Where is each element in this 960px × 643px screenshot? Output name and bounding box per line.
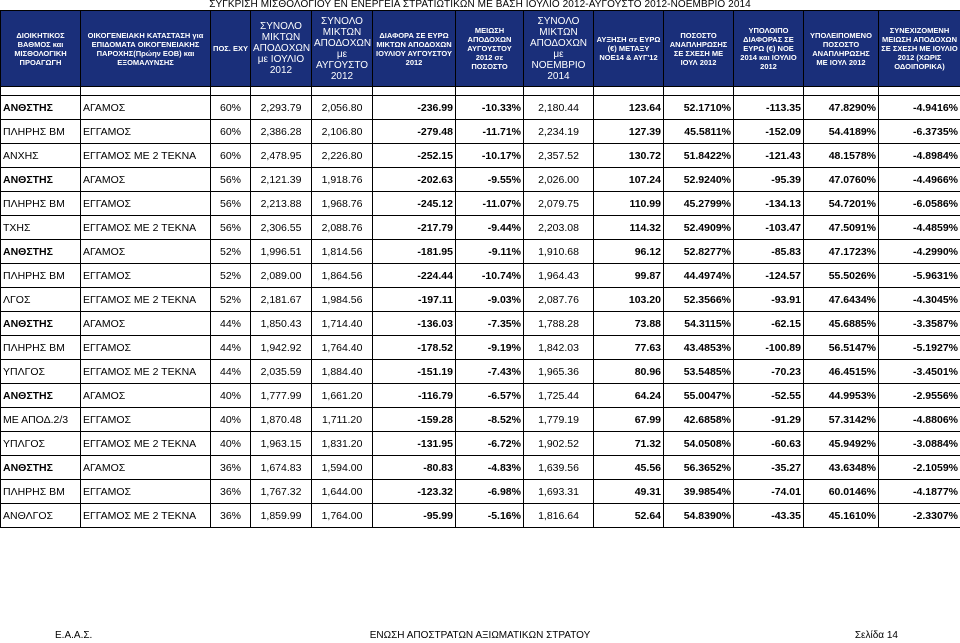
table-cell: -60.63	[734, 432, 804, 456]
table-cell: 2,089.00	[251, 264, 312, 288]
table-cell: 2,056.80	[312, 96, 373, 120]
table-cell: -9.55%	[456, 168, 524, 192]
table-cell: 73.88	[594, 312, 664, 336]
table-cell: 123.64	[594, 96, 664, 120]
table-cell: ΑΝΘΣΤΗΣ	[1, 168, 81, 192]
table-cell: 47.1723%	[804, 240, 879, 264]
table-cell: 2,026.00	[524, 168, 594, 192]
table-cell: 1,816.64	[524, 504, 594, 528]
table-cell: 130.72	[594, 144, 664, 168]
table-cell: 1,693.31	[524, 480, 594, 504]
column-header: ΠΟΣΟΣΤΟ ΑΝΑΠΛΗΡΩΣΗΣ ΣΕ ΣΧΕΣΗ ΜΕ ΙΟΥΛ 2012	[664, 11, 734, 87]
table-cell: ΕΓΓΑΜΟΣ	[81, 120, 211, 144]
table-cell: ΑΓΑΜΟΣ	[81, 312, 211, 336]
table-cell: -100.89	[734, 336, 804, 360]
table-body	[1, 87, 960, 528]
table-cell: -95.39	[734, 168, 804, 192]
table-cell: -4.2990%	[879, 240, 960, 264]
table-cell: 1,814.56	[312, 240, 373, 264]
table-cell: ΑΝΘΛΓΟΣ	[1, 504, 81, 528]
table-cell: -245.12	[373, 192, 456, 216]
table-row	[1, 336, 960, 360]
table-cell: 1,965.36	[524, 360, 594, 384]
table-cell: ΤΧΗΣ	[1, 216, 81, 240]
table-cell: 1,764.40	[312, 336, 373, 360]
table-row	[1, 192, 960, 216]
table-cell: 57.3142%	[804, 408, 879, 432]
table-cell: 42.6858%	[664, 408, 734, 432]
table-cell: 60.0146%	[804, 480, 879, 504]
table-cell: 48.1578%	[804, 144, 879, 168]
table-cell: -202.63	[373, 168, 456, 192]
table-cell: ΕΓΓΑΜΟΣ	[81, 264, 211, 288]
table-cell: -95.99	[373, 504, 456, 528]
table-cell: 40%	[211, 408, 251, 432]
table-cell: 52.9240%	[664, 168, 734, 192]
table-cell: 36%	[211, 480, 251, 504]
table-cell: -124.57	[734, 264, 804, 288]
table-cell: 54.4189%	[804, 120, 879, 144]
table-cell: -7.35%	[456, 312, 524, 336]
table-cell: 47.5091%	[804, 216, 879, 240]
table-cell: -6.0586%	[879, 192, 960, 216]
table-cell: ΛΓΟΣ	[1, 288, 81, 312]
table-cell: 54.0508%	[664, 432, 734, 456]
table-cell: 1,674.83	[251, 456, 312, 480]
table-cell: -5.16%	[456, 504, 524, 528]
table-cell: 99.87	[594, 264, 664, 288]
table-cell: ΑΝΧΗΣ	[1, 144, 81, 168]
table-cell: -181.95	[373, 240, 456, 264]
table-cell: 2,234.19	[524, 120, 594, 144]
table-cell: 1,968.76	[312, 192, 373, 216]
table-cell: -7.43%	[456, 360, 524, 384]
table-cell: -121.43	[734, 144, 804, 168]
table-cell: 54.7201%	[804, 192, 879, 216]
table-cell: 114.32	[594, 216, 664, 240]
table-cell: 60%	[211, 96, 251, 120]
table-cell: -91.29	[734, 408, 804, 432]
header-spacer-row	[1, 87, 960, 96]
table-cell: ΕΓΓΑΜΟΣ	[81, 408, 211, 432]
table-cell: 107.24	[594, 168, 664, 192]
table-row	[1, 120, 960, 144]
table-cell: 43.4853%	[664, 336, 734, 360]
table-cell: ΠΛΗΡΗΣ ΒΜ	[1, 264, 81, 288]
table-cell: 36%	[211, 456, 251, 480]
table-cell: ΑΝΘΣΤΗΣ	[1, 240, 81, 264]
table-cell: 39.9854%	[664, 480, 734, 504]
column-header: ΜΕΙΩΣΗ ΑΠΟΔΟΧΩΝ ΑΥΓΟΥΣΤΟΥ 2012 σε ΠΟΣΟΣΤΟ	[456, 11, 524, 87]
table-cell: 56.5147%	[804, 336, 879, 360]
table-cell: -4.9416%	[879, 96, 960, 120]
table-cell: ΥΠΛΓΟΣ	[1, 432, 81, 456]
table-cell: -3.4501%	[879, 360, 960, 384]
table-cell: -52.55	[734, 384, 804, 408]
column-header: ΑΥΞΗΣΗ σε ΕΥΡΩ (€) ΜΕΤΑΞΥ ΝΟΕ14 & ΑΥΓ'12	[594, 11, 664, 87]
table-cell: 52%	[211, 240, 251, 264]
table-cell: ΕΓΓΑΜΟΣ ΜΕ 2 ΤΕΚΝΑ	[81, 288, 211, 312]
table-cell: 2,180.44	[524, 96, 594, 120]
column-header: ΣΥΝΟΛΟ ΜΙΚΤΩΝ ΑΠΟΔΟΧΩΝ με ΙΟΥΛΙΟ 2012	[251, 11, 312, 87]
table-cell: 2,306.55	[251, 216, 312, 240]
table-cell: 52%	[211, 264, 251, 288]
table-cell: 1,859.99	[251, 504, 312, 528]
table-cell: -236.99	[373, 96, 456, 120]
table-cell: -6.98%	[456, 480, 524, 504]
table-cell: 67.99	[594, 408, 664, 432]
column-header: ΔΙΟΙΚΗΤΙΚΟΣ ΒΑΘΜΟΣ και ΜΙΣΘΟΛΟΓΙΚΗ ΠΡΟΑΓΩΓΗ	[1, 11, 81, 87]
table-cell: -151.19	[373, 360, 456, 384]
page-footer	[0, 630, 960, 643]
table-cell: 1,918.76	[312, 168, 373, 192]
table-row	[1, 432, 960, 456]
table-cell: -279.48	[373, 120, 456, 144]
table-row	[1, 480, 960, 504]
table-cell: 45.9492%	[804, 432, 879, 456]
footer-center: ΕΝΩΣΗ ΑΠΟΣΤΡΑΤΩΝ ΑΞΙΩΜΑΤΙΚΩΝ ΣΤΡΑΤΟΥ	[369, 630, 591, 641]
table-cell: -10.33%	[456, 96, 524, 120]
table-cell: 56%	[211, 192, 251, 216]
table-cell: 49.31	[594, 480, 664, 504]
table-cell: ΑΓΑΜΟΣ	[81, 384, 211, 408]
table-cell: 45.56	[594, 456, 664, 480]
table-cell: -6.72%	[456, 432, 524, 456]
table-cell: -2.1059%	[879, 456, 960, 480]
column-header: ΠΟΣ. ΕΧΥ	[211, 11, 251, 87]
table-cell: -197.11	[373, 288, 456, 312]
table-cell: ΑΝΘΣΤΗΣ	[1, 384, 81, 408]
table-cell: 53.5485%	[664, 360, 734, 384]
table-cell: ΑΝΘΣΤΗΣ	[1, 96, 81, 120]
table-cell: 52.3566%	[664, 288, 734, 312]
table-cell: -80.83	[373, 456, 456, 480]
table-cell: 64.24	[594, 384, 664, 408]
table-cell: -152.09	[734, 120, 804, 144]
table-cell: ΕΓΓΑΜΟΣ ΜΕ 2 ΤΕΚΝΑ	[81, 360, 211, 384]
table-row	[1, 264, 960, 288]
table-cell: 52.1710%	[664, 96, 734, 120]
table-cell: -10.74%	[456, 264, 524, 288]
table-row	[1, 312, 960, 336]
table-cell: ΕΓΓΑΜΟΣ ΜΕ 2 ΤΕΚΝΑ	[81, 504, 211, 528]
table-cell: -3.3587%	[879, 312, 960, 336]
table-cell: 96.12	[594, 240, 664, 264]
table-cell: ΕΓΓΑΜΟΣ	[81, 192, 211, 216]
table-cell: 56.3652%	[664, 456, 734, 480]
table-cell: 1,714.40	[312, 312, 373, 336]
table-cell: 45.1610%	[804, 504, 879, 528]
table-cell: -6.57%	[456, 384, 524, 408]
table-cell: 1,639.56	[524, 456, 594, 480]
table-cell: ΑΓΑΜΟΣ	[81, 168, 211, 192]
table-cell: 40%	[211, 384, 251, 408]
table-cell: 1,711.20	[312, 408, 373, 432]
table-cell: -178.52	[373, 336, 456, 360]
table-cell: 1,984.56	[312, 288, 373, 312]
table-cell: 40%	[211, 432, 251, 456]
table-cell: 1,831.20	[312, 432, 373, 456]
table-cell: ΑΝΘΣΤΗΣ	[1, 312, 81, 336]
table-cell: 44%	[211, 360, 251, 384]
table-cell: -136.03	[373, 312, 456, 336]
table-cell: -6.3735%	[879, 120, 960, 144]
salary-comparison-table	[0, 10, 960, 528]
footer-right: Σελίδα 14	[854, 630, 898, 641]
table-cell: -9.44%	[456, 216, 524, 240]
table-cell: 2,035.59	[251, 360, 312, 384]
table-cell: 1,767.32	[251, 480, 312, 504]
table-cell: -8.52%	[456, 408, 524, 432]
table-cell: -11.07%	[456, 192, 524, 216]
table-row	[1, 144, 960, 168]
column-header: ΥΠΟΛΟΙΠΟ ΔΙΑΦΟΡΑΣ ΣΕ ΕΥΡΩ (€) ΝΟΕ 2014 και ΙΟΥΛΙΟ 2012	[734, 11, 804, 87]
table-cell: 110.99	[594, 192, 664, 216]
table-cell: 2,213.88	[251, 192, 312, 216]
table-cell: 1,842.03	[524, 336, 594, 360]
table-cell: ΠΛΗΡΗΣ ΒΜ	[1, 480, 81, 504]
table-cell: 60%	[211, 120, 251, 144]
table-cell: 2,079.75	[524, 192, 594, 216]
table-cell: 52%	[211, 288, 251, 312]
table-header	[1, 11, 960, 87]
column-header: ΔΙΑΦΟΡΑ ΣΕ ΕΥΡΩ ΜΙΚΤΩΝ ΑΠΟΔΟΧΩΝ ΙΟΥΛΙΟΥ ΑΥΓΟΥΣΤΟΥ 2012	[373, 11, 456, 87]
table-cell: ΠΛΗΡΗΣ ΒΜ	[1, 192, 81, 216]
table-cell: 1,661.20	[312, 384, 373, 408]
table-cell: 44%	[211, 336, 251, 360]
table-cell: 56%	[211, 168, 251, 192]
table-cell: 47.0760%	[804, 168, 879, 192]
table-cell: 1,964.43	[524, 264, 594, 288]
table-cell: 45.6885%	[804, 312, 879, 336]
table-cell: -4.8984%	[879, 144, 960, 168]
table-cell: ΕΓΓΑΜΟΣ	[81, 480, 211, 504]
table-cell: -217.79	[373, 216, 456, 240]
table-cell: 55.0047%	[664, 384, 734, 408]
table-cell: 1,779.19	[524, 408, 594, 432]
table-cell: -85.83	[734, 240, 804, 264]
table-cell: ΠΛΗΡΗΣ ΒΜ	[1, 120, 81, 144]
table-cell: 56%	[211, 216, 251, 240]
table-cell: -74.01	[734, 480, 804, 504]
table-row	[1, 216, 960, 240]
table-cell: -4.83%	[456, 456, 524, 480]
table-cell: 1,777.99	[251, 384, 312, 408]
table-cell: 71.32	[594, 432, 664, 456]
table-cell: -123.32	[373, 480, 456, 504]
table-cell: 77.63	[594, 336, 664, 360]
table-cell: ΠΛΗΡΗΣ ΒΜ	[1, 336, 81, 360]
table-cell: ΕΓΓΑΜΟΣ ΜΕ 2 ΤΕΚΝΑ	[81, 216, 211, 240]
table-cell: -113.35	[734, 96, 804, 120]
table-cell: ΑΓΑΜΟΣ	[81, 96, 211, 120]
table-cell: 2,203.08	[524, 216, 594, 240]
table-cell: 44.9953%	[804, 384, 879, 408]
table-cell: 45.2799%	[664, 192, 734, 216]
table-cell: 1,942.92	[251, 336, 312, 360]
table-cell: 52.8277%	[664, 240, 734, 264]
table-cell: -134.13	[734, 192, 804, 216]
table-cell: ΑΓΑΜΟΣ	[81, 240, 211, 264]
table-cell: -103.47	[734, 216, 804, 240]
table-row	[1, 168, 960, 192]
table-cell: 43.6348%	[804, 456, 879, 480]
table-cell: 1,725.44	[524, 384, 594, 408]
table-cell: -131.95	[373, 432, 456, 456]
table-cell: 44%	[211, 312, 251, 336]
table-cell: ΕΓΓΑΜΟΣ	[81, 336, 211, 360]
table-cell: 46.4515%	[804, 360, 879, 384]
table-cell: 2,386.28	[251, 120, 312, 144]
table-row	[1, 240, 960, 264]
table-cell: -5.9631%	[879, 264, 960, 288]
table-cell: -4.3045%	[879, 288, 960, 312]
column-header: ΣΥΝΕΧΙΖΟΜΕΝΗ ΜΕΙΩΣΗ ΑΠΟΔΟΧΩΝ ΣΕ ΣΧΕΣΗ ΜΕ ΙΟΥΛΙΟ 2012 (ΧΩΡΙΣ ΟΔΟΙΠΟΡΙΚΑ)	[879, 11, 960, 87]
table-cell: 127.39	[594, 120, 664, 144]
table-cell: 1,963.15	[251, 432, 312, 456]
table-cell: 52.64	[594, 504, 664, 528]
table-cell: -252.15	[373, 144, 456, 168]
table-cell: -4.4966%	[879, 168, 960, 192]
table-row	[1, 504, 960, 528]
table-cell: 2,478.95	[251, 144, 312, 168]
table-cell: 52.4909%	[664, 216, 734, 240]
table-row	[1, 408, 960, 432]
table-cell: 1,864.56	[312, 264, 373, 288]
table-cell: 2,181.67	[251, 288, 312, 312]
table-cell: 1,764.00	[312, 504, 373, 528]
table-cell: 103.20	[594, 288, 664, 312]
table-cell: 2,357.52	[524, 144, 594, 168]
table-cell: -9.19%	[456, 336, 524, 360]
table-cell: -11.71%	[456, 120, 524, 144]
table-cell: -224.44	[373, 264, 456, 288]
table-cell: 47.8290%	[804, 96, 879, 120]
table-cell: 1,910.68	[524, 240, 594, 264]
table-cell: 47.6434%	[804, 288, 879, 312]
table-cell: ΕΓΓΑΜΟΣ ΜΕ 2 ΤΕΚΝΑ	[81, 432, 211, 456]
table-cell: -70.23	[734, 360, 804, 384]
table-cell: 2,106.80	[312, 120, 373, 144]
table-cell: 1,850.43	[251, 312, 312, 336]
table-cell: 2,088.76	[312, 216, 373, 240]
table-cell: -62.15	[734, 312, 804, 336]
table-cell: -159.28	[373, 408, 456, 432]
table-cell: -9.11%	[456, 240, 524, 264]
table-cell: ΜΕ ΑΠΟΔ.2/3	[1, 408, 81, 432]
table-cell: ΥΠΛΓΟΣ	[1, 360, 81, 384]
column-header: ΟΙΚΟΓΕΝΕΙΑΚΗ ΚΑΤΑΣΤΑΣΗ για ΕΠΙΔΟΜΑΤΑ ΟΙΚΟΓΕΝΕΙΑΚΗΣ ΠΑΡΟΧΗΣ(Πρώην ΕΟΒ) και ΕΞΟΜΑΛΥΝΣΗΣ	[81, 11, 211, 87]
table-cell: -10.17%	[456, 144, 524, 168]
table-cell: 51.8422%	[664, 144, 734, 168]
table-cell: -43.35	[734, 504, 804, 528]
table-row	[1, 456, 960, 480]
table-cell: ΑΓΑΜΟΣ	[81, 456, 211, 480]
table-cell: -4.4859%	[879, 216, 960, 240]
column-header: ΣΥΝΟΛΟ ΜΙΚΤΩΝ ΑΠΟΔΟΧΩΝ με ΑΥΓΟΥΣΤΟ 2012	[312, 11, 373, 87]
table-cell: 60%	[211, 144, 251, 168]
table-cell: -5.1927%	[879, 336, 960, 360]
table-cell: 36%	[211, 504, 251, 528]
table-cell: 1,902.52	[524, 432, 594, 456]
column-header: ΥΠΟΛΕΙΠΟΜΕΝΟ ΠΟΣΟΣΤΟ ΑΝΑΠΛΗΡΩΣΗΣ ΜΕ ΙΟΥΛ 2012	[804, 11, 879, 87]
footer-left: Ε.Α.Α.Σ.	[55, 630, 93, 641]
table-cell: -93.91	[734, 288, 804, 312]
table-cell: -35.27	[734, 456, 804, 480]
table-cell: 2,226.80	[312, 144, 373, 168]
table-cell: -4.8806%	[879, 408, 960, 432]
page-title: ΣΥΓΚΡΙΣΗ ΜΙΣΘΟΛΟΓΙΟΥ ΕΝ ΕΝΕΡΓΕΙΑ ΣΤΡΑΤΙΩΤΙΚΩΝ ΜΕ ΒΑΣΗ ΙΟΥΛΙΟ 2012-ΑΥΓΟΥΣΤΟ 2012-ΝΟΕΜΒΡΙΟ 2014	[209, 0, 751, 10]
table-cell: -2.3307%	[879, 504, 960, 528]
table-cell: 80.96	[594, 360, 664, 384]
table-cell: 1,996.51	[251, 240, 312, 264]
table-cell: 2,087.76	[524, 288, 594, 312]
table-cell: -116.79	[373, 384, 456, 408]
table-cell: 1,870.48	[251, 408, 312, 432]
table-cell: -3.0884%	[879, 432, 960, 456]
table-cell: 1,884.40	[312, 360, 373, 384]
table-row	[1, 288, 960, 312]
table-row	[1, 384, 960, 408]
column-header: ΣΥΝΟΛΟ ΜΙΚΤΩΝ ΑΠΟΔΟΧΩΝ με ΝΟΕΜΒΡΙΟ 2014	[524, 11, 594, 87]
table-cell: 55.5026%	[804, 264, 879, 288]
table-cell: 1,594.00	[312, 456, 373, 480]
table-cell: 45.5811%	[664, 120, 734, 144]
table-row	[1, 96, 960, 120]
table-cell: 1,788.28	[524, 312, 594, 336]
table-row	[1, 360, 960, 384]
table-cell: ΑΝΘΣΤΗΣ	[1, 456, 81, 480]
table-cell: -9.03%	[456, 288, 524, 312]
table-cell: 1,644.00	[312, 480, 373, 504]
table-cell: -2.9556%	[879, 384, 960, 408]
table-cell: 2,293.79	[251, 96, 312, 120]
table-cell: 44.4974%	[664, 264, 734, 288]
table-cell: 54.8390%	[664, 504, 734, 528]
table-cell: 2,121.39	[251, 168, 312, 192]
table-cell: ΕΓΓΑΜΟΣ ΜΕ 2 ΤΕΚΝΑ	[81, 144, 211, 168]
table-cell: 54.3115%	[664, 312, 734, 336]
table-cell: -4.1877%	[879, 480, 960, 504]
